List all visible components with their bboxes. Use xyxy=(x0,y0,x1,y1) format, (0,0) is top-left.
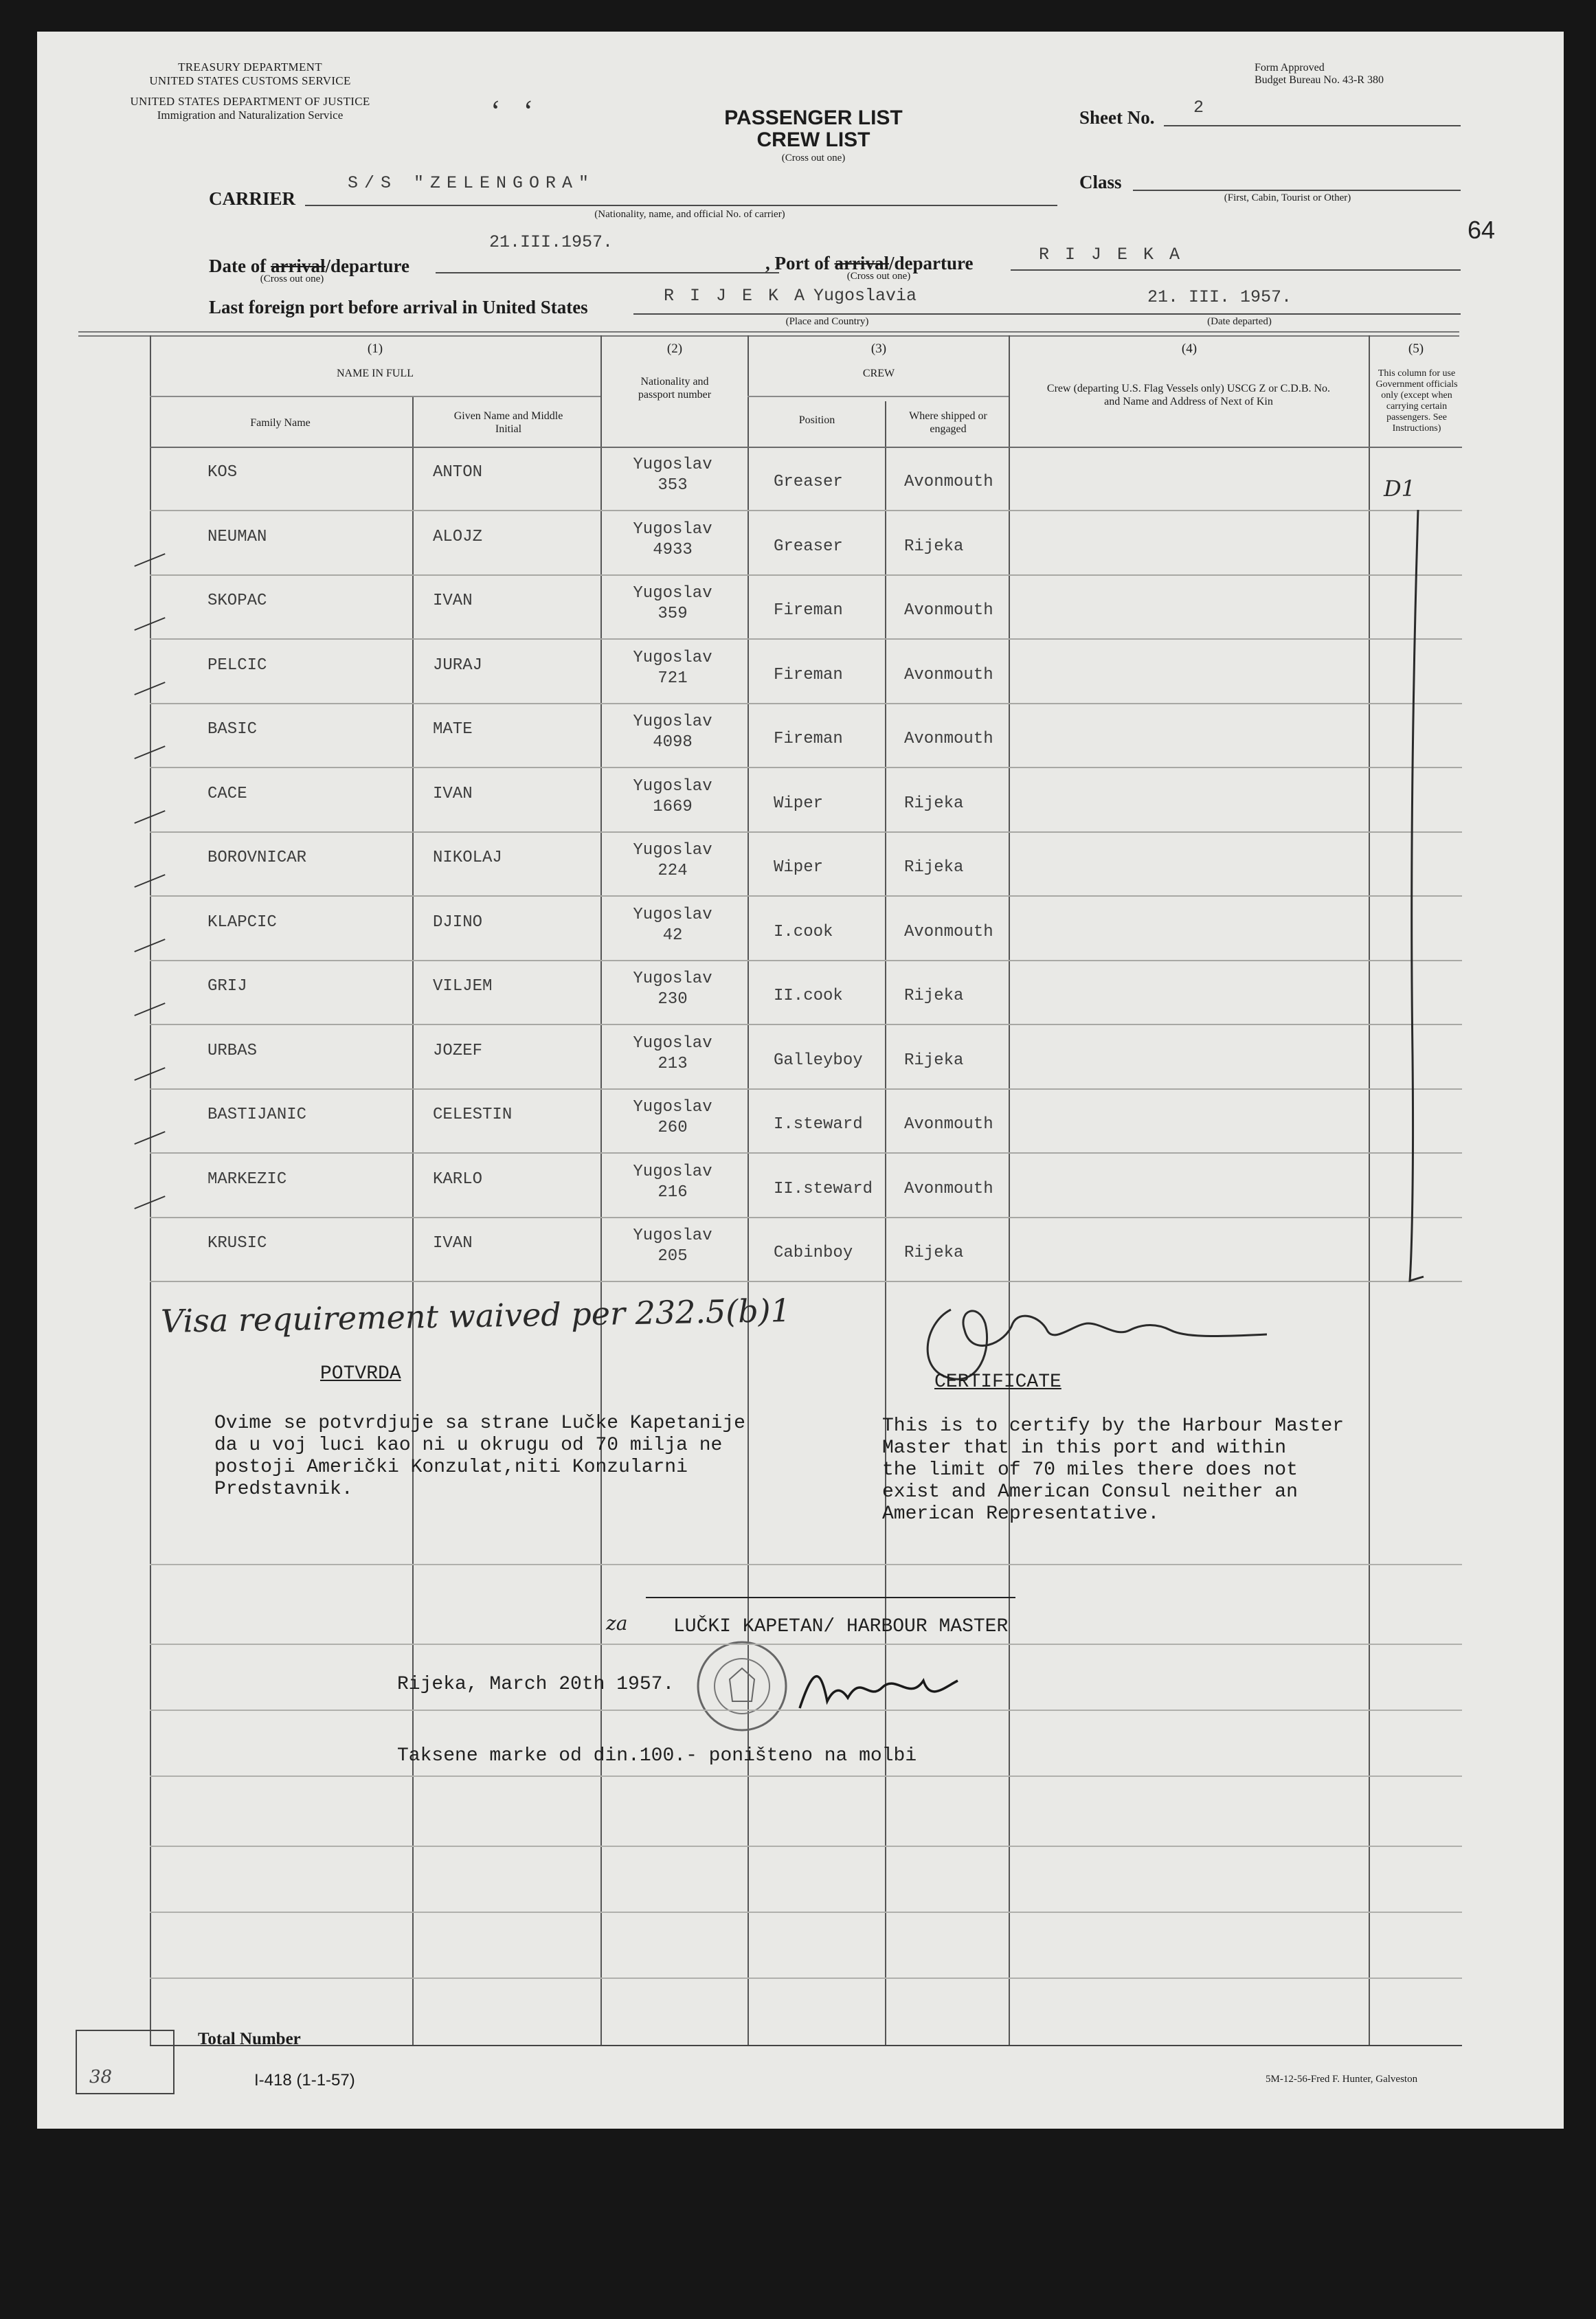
crew-where-shipped: Avonmouth xyxy=(904,601,993,620)
crew-where-shipped: Rijeka xyxy=(904,1244,964,1262)
crew-where-shipped: Avonmouth xyxy=(904,1115,993,1134)
row-rule xyxy=(150,1564,1462,1565)
crew-nationality: Yugoslav xyxy=(633,519,712,539)
crew-passport-number: 4933 xyxy=(653,540,693,559)
date-departed: 21. III. 1957. xyxy=(1147,287,1292,307)
last-port-value: R I J E K A xyxy=(664,286,808,306)
title-passenger-list: PASSENGER LIST xyxy=(724,107,903,129)
crew-position: Cabinboy xyxy=(774,1244,853,1262)
crew-given-name: ALOJZ xyxy=(433,527,483,546)
crew-family-name: SKOPAC xyxy=(207,592,267,610)
printer-credit: 5M-12-56-Fred F. Hunter, Galveston xyxy=(1266,2074,1418,2085)
potvrda-title: POTVRDA xyxy=(320,1363,401,1385)
row-rule xyxy=(150,1912,1462,1913)
crew-position: I.steward xyxy=(774,1115,863,1134)
crew-family-name: BASIC xyxy=(207,720,258,739)
crew-position: Wiper xyxy=(774,794,824,813)
agency-ins: Immigration and Naturalization Service xyxy=(157,109,344,122)
row-rule xyxy=(150,1217,1462,1218)
crew-nationality: Yugoslav xyxy=(633,584,712,603)
crew-where-shipped: Avonmouth xyxy=(904,665,993,684)
row-rule xyxy=(150,831,1462,833)
row-rule xyxy=(150,1024,1462,1025)
col3-number: (3) xyxy=(870,341,887,356)
za-mark: za xyxy=(606,1612,628,1635)
crew-where-shipped: Avonmouth xyxy=(904,730,993,748)
crew-where-shipped: Avonmouth xyxy=(904,922,993,941)
row-rule xyxy=(150,1846,1462,1847)
harbour-master-signature xyxy=(793,1660,1013,1715)
row-rule xyxy=(150,1152,1462,1154)
row-rule xyxy=(150,638,1462,640)
crew-given-name: JOZEF xyxy=(433,1041,483,1060)
stamp-duty-note: Taksene marke od din.100.- poništeno na molbi xyxy=(397,1745,917,1767)
col-given-name: Given Name and Middle Initial xyxy=(453,410,563,435)
col2-title: Nationality and passport number xyxy=(638,376,712,401)
col-position: Position xyxy=(798,414,835,426)
port-label: , Port of arrival/departure xyxy=(765,253,974,273)
crew-nationality: Yugoslav xyxy=(633,1226,712,1245)
crew-nationality: Yugoslav xyxy=(633,456,712,474)
crew-where-shipped: Rijeka xyxy=(904,1051,964,1070)
crew-passport-number: 353 xyxy=(657,476,688,495)
crew-where-shipped: Avonmouth xyxy=(904,1179,993,1198)
agency-justice: UNITED STATES DEPARTMENT OF JUSTICE xyxy=(130,95,370,108)
title-cross-out: (Cross out one) xyxy=(781,153,846,164)
row-rule xyxy=(150,1088,1462,1090)
crew-given-name: IVAN xyxy=(433,1234,473,1253)
place-caption: (Place and Country) xyxy=(785,316,869,327)
crew-passport-number: 224 xyxy=(657,862,688,880)
row-rule xyxy=(150,703,1462,704)
crew-nationality: Yugoslav xyxy=(633,970,712,988)
col-family-name: Family Name xyxy=(250,417,311,429)
certificate-title: CERTIFICATE xyxy=(934,1371,1061,1393)
col1-number: (1) xyxy=(367,341,383,356)
crew-where-shipped: Rijeka xyxy=(904,537,964,556)
harbour-master: LUČKI KAPETAN/ HARBOUR MASTER xyxy=(673,1616,1009,1637)
crew-family-name: CACE xyxy=(207,784,247,803)
certificate-line-1: This is to certify by the Harbour Master xyxy=(882,1415,1345,1437)
row-rule xyxy=(150,895,1462,897)
class-caption: (First, Cabin, Tourist or Other) xyxy=(1224,192,1351,203)
budget-bureau: Budget Bureau No. 43-R 380 xyxy=(1255,74,1384,86)
certificate-line-4: exist and American Consul neither an xyxy=(882,1481,1298,1503)
agency-customs: UNITED STATES CUSTOMS SERVICE xyxy=(149,74,351,87)
document-sheet xyxy=(37,32,1564,2129)
row-rule xyxy=(150,1775,1462,1777)
potvrda-line-2: da u voj luci kao ni u okrugu od 70 milja ne xyxy=(214,1435,723,1456)
crew-given-name: JURAJ xyxy=(433,656,483,675)
crew-passport-number: 1669 xyxy=(653,797,693,816)
certificate-line-3: the limit of 70 miles there does not xyxy=(882,1459,1298,1481)
crew-position: Wiper xyxy=(774,858,824,877)
port-value: R I J E K A xyxy=(1039,245,1183,265)
official-bracket-line xyxy=(1384,506,1452,1303)
date-label: Date of arrival/departure xyxy=(209,256,409,276)
crew-position: II.cook xyxy=(774,987,843,1005)
crew-where-shipped: Avonmouth xyxy=(904,473,993,491)
crew-given-name: CELESTIN xyxy=(433,1106,513,1124)
crew-position: Fireman xyxy=(774,730,843,748)
crew-nationality: Yugoslav xyxy=(633,776,712,796)
stray-marks: ‘ ‘ xyxy=(491,94,534,128)
crew-given-name: DJINO xyxy=(433,912,483,932)
crew-family-name: KOS xyxy=(207,463,238,482)
handwritten-visa-note: Visa requirement waived per 232.5(b)1 xyxy=(160,1292,791,1340)
official-mark: D1 xyxy=(1384,475,1416,502)
crew-family-name: BASTIJANIC xyxy=(207,1106,307,1124)
crew-passport-number: 260 xyxy=(657,1119,688,1137)
sheet-no-value: 2 xyxy=(1193,98,1204,117)
crew-family-name: NEUMAN xyxy=(207,527,267,546)
crew-given-name: NIKOLAJ xyxy=(433,849,502,867)
row-rule xyxy=(150,510,1462,511)
date-cross-out: (Cross out one) xyxy=(260,273,324,284)
potvrda-line-1: Ovime se potvrdjuje sa strane Lučke Kapetanije xyxy=(214,1413,745,1434)
crew-nationality: Yugoslav xyxy=(633,648,712,667)
crew-position: Galleyboy xyxy=(774,1051,863,1070)
class-label: Class xyxy=(1079,172,1122,192)
col3-title: CREW xyxy=(862,368,895,379)
crew-where-shipped: Rijeka xyxy=(904,858,964,877)
row-rule xyxy=(150,1978,1462,1979)
form-number: I-418 (1-1-57) xyxy=(254,2071,355,2090)
crew-nationality: Yugoslav xyxy=(633,841,712,860)
certificate-line-5: American Representative. xyxy=(882,1503,1160,1525)
carrier-label: CARRIER xyxy=(209,188,296,209)
crew-passport-number: 721 xyxy=(657,669,688,688)
date-departed-caption: (Date departed) xyxy=(1207,316,1272,327)
crew-family-name: URBAS xyxy=(207,1041,258,1060)
official-stamp xyxy=(694,1638,790,1734)
potvrda-line-3: postoji Američki Konzulat,niti Konzularni xyxy=(214,1457,688,1478)
crew-given-name: ANTON xyxy=(433,463,483,482)
crew-passport-number: 4098 xyxy=(653,733,693,752)
form-approved: Form Approved xyxy=(1255,62,1325,74)
carrier-value: S/S "ZELENGORA" xyxy=(348,173,596,193)
certificate-line-2: Master that in this port and within xyxy=(882,1437,1287,1459)
crew-position: I.cook xyxy=(774,922,833,941)
crew-passport-number: 205 xyxy=(657,1247,688,1266)
total-number-label: Total Number xyxy=(198,2030,301,2048)
title-crew-list: CREW LIST xyxy=(756,128,870,151)
crew-family-name: KLAPCIC xyxy=(207,912,277,932)
crew-nationality: Yugoslav xyxy=(633,905,712,924)
sheet-no-label: Sheet No. xyxy=(1079,107,1155,128)
col1-title: NAME IN FULL xyxy=(337,368,414,379)
crew-given-name: KARLO xyxy=(433,1169,483,1189)
row-rule xyxy=(150,767,1462,768)
crew-family-name: KRUSIC xyxy=(207,1234,267,1253)
row-rule xyxy=(150,574,1462,576)
carrier-caption: (Nationality, name, and official No. of carrier) xyxy=(594,209,785,220)
col5-number: (5) xyxy=(1408,341,1424,356)
crew-position: Fireman xyxy=(774,601,843,620)
row-rule xyxy=(150,1710,1462,1711)
place-date: Rijeka, March 20th 1957. xyxy=(397,1674,675,1695)
port-cross-out: (Cross out one) xyxy=(846,271,911,282)
crew-passport-number: 230 xyxy=(657,990,688,1009)
last-port-label: Last foreign port before arrival in United States xyxy=(209,297,588,317)
crew-given-name: MATE xyxy=(433,720,473,739)
crew-position: Greaser xyxy=(774,537,843,556)
crew-family-name: PELCIC xyxy=(207,656,267,675)
crew-nationality: Yugoslav xyxy=(633,1162,712,1181)
col4-title: Crew (departing U.S. Flag Vessels only) USCG Z or C.D.B. No. and Name and Address of Next of Kin xyxy=(1046,383,1331,407)
crew-position: Fireman xyxy=(774,665,843,684)
crew-given-name: VILJEM xyxy=(433,977,493,996)
crew-passport-number: 216 xyxy=(657,1183,688,1202)
col-where-shipped: Where shipped or engaged xyxy=(909,410,987,435)
crew-passport-number: 359 xyxy=(657,605,688,623)
crew-nationality: Yugoslav xyxy=(633,713,712,731)
potvrda-line-4: Predstavnik. xyxy=(214,1479,353,1500)
crew-position: II.steward xyxy=(774,1179,873,1198)
crew-given-name: IVAN xyxy=(433,784,473,803)
date-value: 21.III.1957. xyxy=(489,232,614,252)
agency-treasury: TREASURY DEPARTMENT xyxy=(178,60,322,74)
crew-position: Greaser xyxy=(774,473,843,491)
crew-family-name: BOROVNICAR xyxy=(207,849,307,867)
col2-number: (2) xyxy=(666,341,683,356)
crew-family-name: MARKEZIC xyxy=(207,1169,287,1189)
crew-nationality: Yugoslav xyxy=(633,1098,712,1117)
crew-passport-number: 213 xyxy=(657,1054,688,1073)
crew-passport-number: 42 xyxy=(662,926,683,945)
crew-where-shipped: Rijeka xyxy=(904,794,964,813)
row-rule xyxy=(150,1644,1462,1645)
crew-given-name: IVAN xyxy=(433,592,473,610)
page-number: 64 xyxy=(1468,216,1496,244)
row-rule xyxy=(150,960,1462,961)
crew-where-shipped: Rijeka xyxy=(904,987,964,1005)
col5-title: This column for use Government officials only (except when carrying certain passengers. See Instructions) xyxy=(1375,368,1458,434)
total-number-value: 38 xyxy=(89,2067,113,2087)
crew-nationality: Yugoslav xyxy=(633,1033,712,1053)
crew-family-name: GRIJ xyxy=(207,977,247,996)
last-port-country: Yugoslavia xyxy=(813,286,917,306)
col4-number: (4) xyxy=(1181,341,1198,356)
